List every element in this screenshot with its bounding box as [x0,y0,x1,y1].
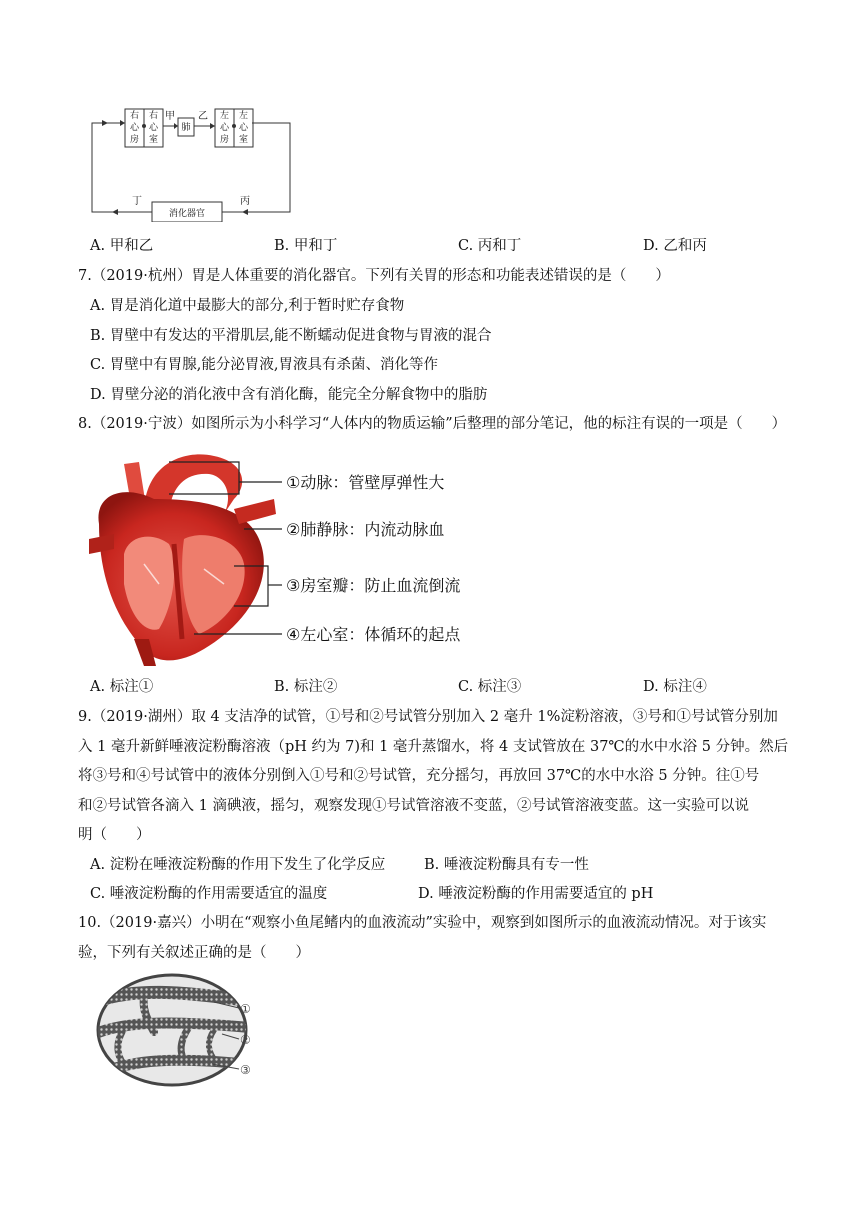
q7-stem: 7.（2019·杭州）胃是人体重要的消化器官。下列有关胃的形态和功能表述错误的是（ ） [78,268,670,284]
q9-line-4: 和②号试管各滴入 1 滴碘液，摇匀，观察发现①号试管溶液不变蓝，②号试管溶液变蓝。这一实验可以说 [78,798,749,814]
q8-stem: 8.（2019·宁波）如图所示为小科学习“人体内的物质运输”后整理的部分笔记，他的标注有误的一项是（ ） [78,416,787,432]
lung-label: 肺 [181,123,191,133]
svg-text:室: 室 [148,135,159,145]
digestive-organ-label: 消化器官 [168,209,206,219]
left-atrium-label: 左 [219,111,230,121]
fish-label-2: ② [240,1033,251,1047]
svg-text:房: 房 [129,135,140,145]
q9-line-1: 9.（2019·湖州）取 4 支洁净的试管，①号和②号试管分别加入 2 毫升 1%淀粉溶液，③号和①号试管分别加 [78,709,778,725]
right-ventricle-label: 右 [148,111,159,121]
heart-label-3: ③房室瓣：防止血流倒流 [286,576,461,595]
q9-option-c: C. 唾液淀粉酶的作用需要适宜的温度 [90,886,328,902]
fish-label-1: ① [240,1002,251,1016]
label-yi: 乙 [198,111,208,122]
q9-line-2: 入 1 毫升新鲜唾液淀粉酶溶液（pH 约为 7)和 1 毫升蒸馏水，将 4 支试管放在 37℃的水中水浴 5 分钟。然后 [78,739,789,755]
fish-label-3: ③ [240,1063,251,1077]
q6-option-c: C. 丙和丁 [458,238,522,254]
q7-option-a: A. 胃是消化道中最膨大的部分,利于暂时贮存食物 [90,298,405,314]
heart-label-2: ②肺静脉：内流动脉血 [286,520,445,539]
right-atrium-label: 右 [129,111,140,121]
svg-text:房: 房 [219,135,230,145]
q9-line-3: 将③号和④号试管中的液体分别倒入①号和②号试管，充分摇匀，再放回 37℃的水中水浴 5 分钟。往①号 [78,768,760,784]
label-ding: 丁 [132,196,142,207]
left-ventricle-label: 左 [238,111,249,121]
q9-option-d: D. 唾液淀粉酶的作用需要适宜的 pH [418,886,654,902]
q6-option-b: B. 甲和丁 [274,238,338,254]
q7-option-b: B. 胃壁中有发达的平滑肌层,能不断蠕动促进食物与胃液的混合 [90,328,492,344]
q6-option-a: A. 甲和乙 [90,238,154,254]
svg-text:心: 心 [129,123,140,133]
label-jia: 甲 [165,111,175,122]
q6-option-d: D. 乙和丙 [643,238,707,254]
q10-line-1: 10.（2019·嘉兴）小明在“观察小鱼尾鳍内的血液流动”实验中，观察到如图所示的血液流动情况。对于该实 [78,915,767,931]
q8-option-d: D. 标注④ [643,679,707,695]
q9-option-b: B. 唾液淀粉酶具有专一性 [424,857,589,873]
q9-option-a: A. 淀粉在唾液淀粉酶的作用下发生了化学反应 [90,857,386,873]
label-bing: 丙 [240,196,250,207]
q7-option-c: C. 胃壁中有胃腺,能分泌胃液,胃液具有杀菌、消化等作 [90,357,439,373]
heart-label-1: ①动脉：管壁厚弹性大 [286,473,445,492]
q8-option-a: A. 标注① [90,679,154,695]
q8-option-c: C. 标注③ [458,679,522,695]
heart-label-4: ④左心室：体循环的起点 [286,625,461,644]
q9-line-5: 明（ ） [78,827,151,843]
heart-figure [84,444,484,670]
svg-text:心: 心 [219,123,230,133]
svg-text:心: 心 [148,123,159,133]
q7-option-d: D. 胃壁分泌的消化液中含有消化酶，能完全分解食物中的脂肪 [90,387,488,403]
fish-tail-figure [94,972,264,1088]
circulation-diagram [82,104,294,222]
svg-text:心: 心 [238,123,249,133]
q8-option-b: B. 标注② [274,679,338,695]
q10-line-2: 验，下列有关叙述正确的是（ ） [78,945,310,961]
svg-text:室: 室 [238,135,249,145]
